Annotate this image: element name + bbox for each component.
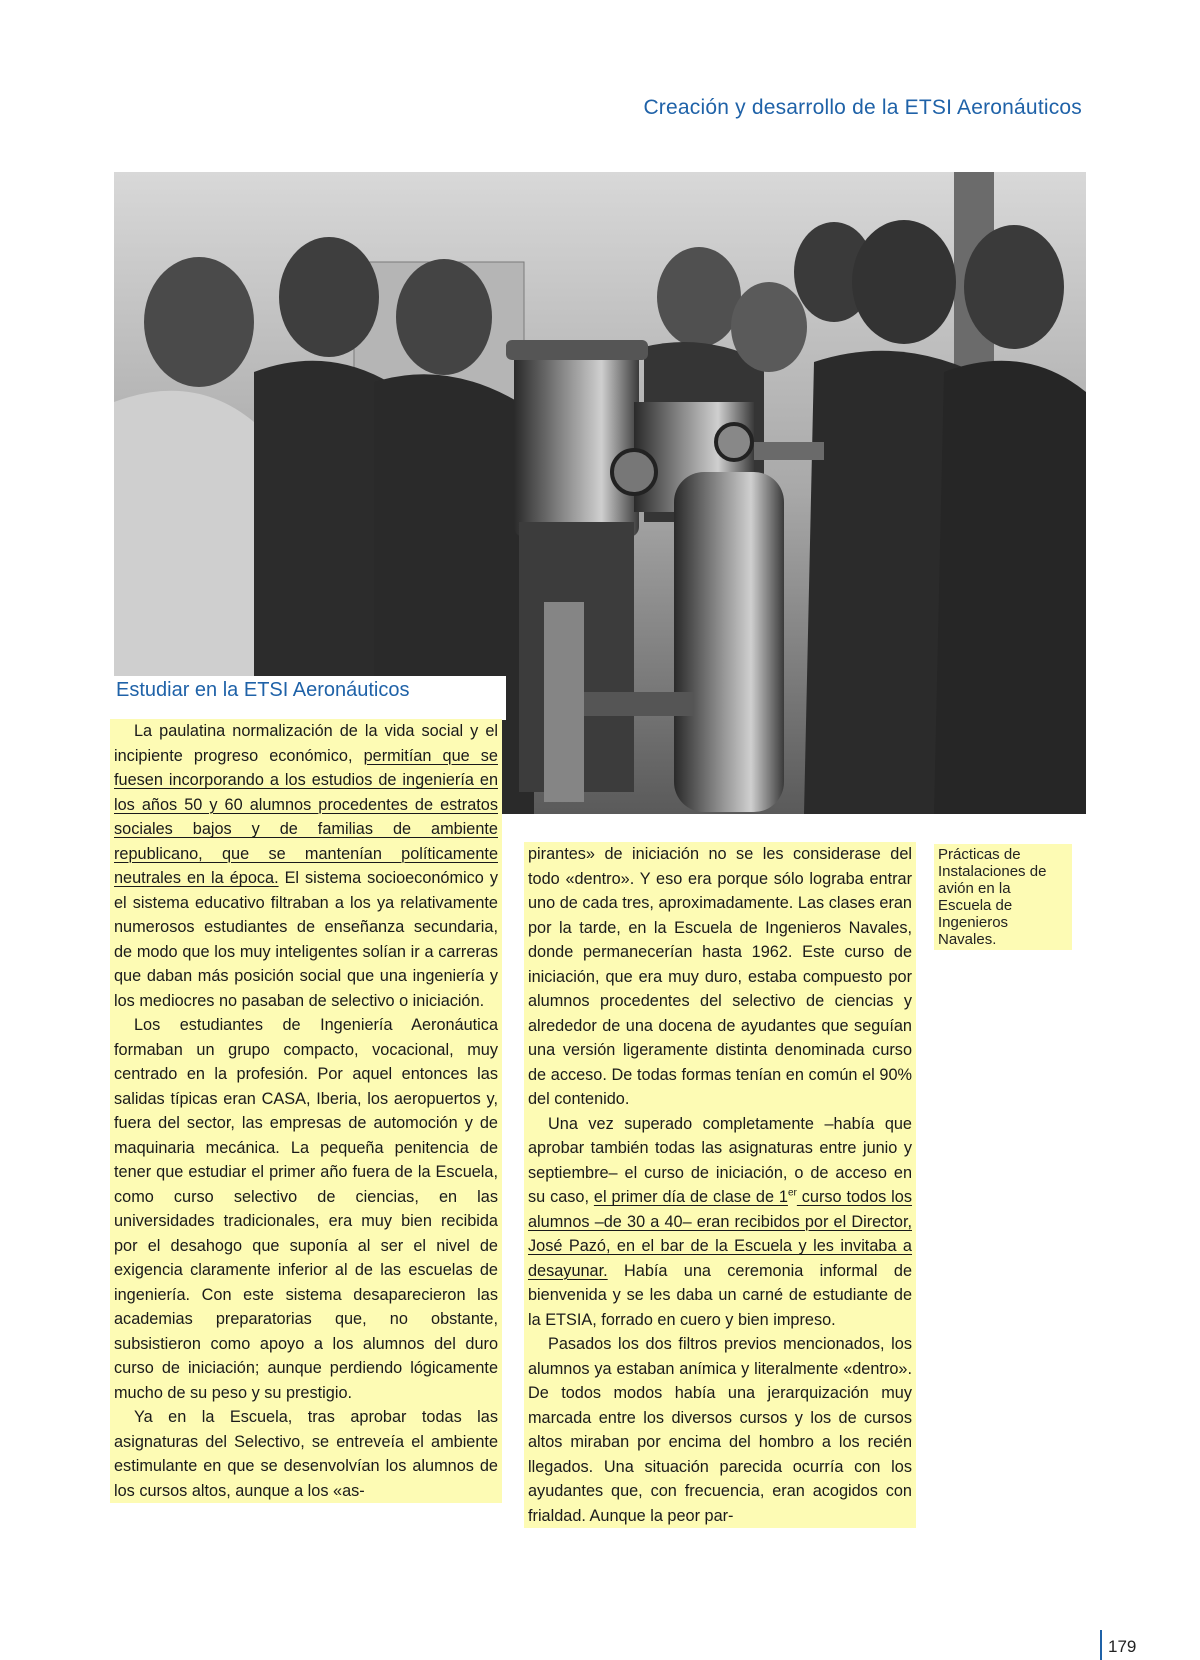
page-number-rule [1100,1630,1102,1660]
text-run: Una vez superado completamente –había que aprobar también todas las asignaturas entre junio y septiembre– el curso de iniciación, o de acceso en su caso, [528,1114,912,1206]
text-run: La paulatina normalización de la vida social y el incipiente progreso económico, [114,722,498,765]
page-number: 179 [1108,1637,1137,1656]
underlined-text: permitían que se fuesen incorporando a los estudios de ingeniería en los años 50 y 60 alumnos procedentes de estratos sociales bajos y de familias de ambiente republicano, que se mantenían políticamente neutrales en la época. [114,746,498,887]
paragraph [524,1112,916,1333]
underlined-text: el primer día de clase de 1 [593,1188,788,1206]
underlined-text: curso todos los alumnos –de 30 a 40– eran recibidos por el Director, José Pazó, en el bar de la Escuela y les invitaba a desayunar. [528,1188,912,1280]
section-title: Estudiar en la ETSI Aeronáuticos [116,679,410,701]
photo-caption: Prácticas de Instalaciones de avión en la Escuela de Ingenieros Navales. [934,844,1072,950]
paragraph: Los estudiantes de Ingeniería Aeronáutica formaban un grupo compacto, vocacional, muy centrado en la profesión. Por aquel entonces las salidas típicas eran CASA, Iberia, los aeropuertos y, fuera del sector, las empresas de automoción y de maquinaria mecánica. La pequeña penitencia de tener que estudiar el primer año fuera de la Escuela, como curso selectivo de ciencias, en las universidades tradicionales, era muy bien recibida por el desahogo que suponía al ser el nivel de exigencia claramente inferior al de las escuelas de ingeniería. Con este sistema desaparecieron las academias preparatorias que, no obstante, subsistieron como apoyo a los alumnos del duro curso de iniciación; aunque perdiendo lógicamente mucho de su peso y su prestigio. [110,1013,502,1405]
paragraph: Pasados los dos filtros previos mencionados, los alumnos ya estaban anímica y literalmente «dentro». De todos modos había una jerarquización muy marcada entre los diversos cursos y los de cursos altos miraban por encima del hombro a los recién llegados. Una situación parecida ocurría con los ayudantes que, con frecuencia, eran acogidos con frialdad. Aunque la peor par- [524,1332,916,1528]
text-run: El sistema socioeconómico y el sistema educativo filtraban a los ya relativamente numerosos estudiantes de enseñanza secundaria, de modo que los muy inteligentes solían ir a carreras que daban más posición social que una ingeniería y los mediocres no pasaban de selectivo o iniciación. [114,869,498,1010]
text-run: Había una ceremonia informal de bienvenida y se les daba un carné de estudiante de la ETSIA, forrado en cuero y bien impreso. [528,1261,912,1329]
paragraph: Ya en la Escuela, tras aprobar todas las asignaturas del Selectivo, se entreveía el ambiente estimulante en que se desenvolvían los alumnos de los cursos altos, aunque a los «as- [110,1405,502,1503]
superscript: er [787,1187,797,1199]
paragraph [110,719,502,1013]
running-header: Creación y desarrollo de la ETSI Aeronáuticos [643,96,1082,119]
text-column-left [110,719,502,1503]
text-column-right [524,842,916,1528]
paragraph: pirantes» de iniciación no se les considerase del todo «dentro». Y eso era porque sólo lograba entrar uno de cada tres, aproximadamente. Las clases eran por la tarde, en la Escuela de Ingenieros Navales, donde permanecerían hasta 1962. Este curso de iniciación, que era muy duro, estaba compuesto por alumnos procedentes del selectivo de ciencias y alrededor de una docena de ayudantes que seguían una versión ligeramente distinta denominada curso de acceso. De todas formas tenían en común el 90% del contenido. [524,842,916,1112]
